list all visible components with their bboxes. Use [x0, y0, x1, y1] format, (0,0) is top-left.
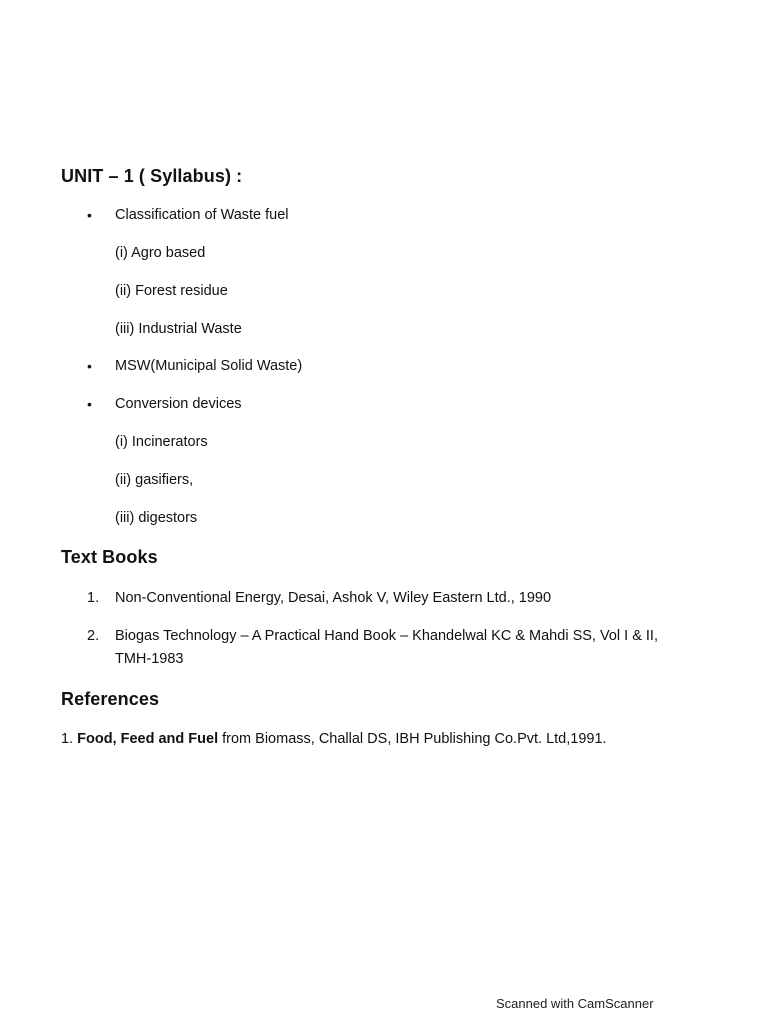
syllabus-item-classification: Classification of Waste fuel: [115, 207, 289, 223]
syllabus-subitem: (ii) gasifiers,: [115, 472, 194, 488]
reference-number: 1.: [61, 731, 74, 747]
textbook-item: Biogas Technology – A Practical Hand Book – Khandelwal KC & Mahdi SS, Vol I & II,: [115, 628, 658, 644]
syllabus-subitem: (i) Incinerators: [115, 434, 208, 450]
references-heading: References: [61, 689, 160, 709]
reference-item: [61, 731, 607, 747]
bullet-icon: •: [87, 396, 92, 412]
syllabus-item-msw: MSW(Municipal Solid Waste): [115, 358, 303, 374]
syllabus-subitem: (iii) digestors: [115, 510, 198, 526]
syllabus-subitem: (iii) Industrial Waste: [115, 321, 242, 337]
textbook-number: 1.: [87, 590, 100, 606]
textbook-number: 2.: [87, 628, 100, 644]
syllabus-subitem: (ii) Forest residue: [115, 283, 228, 299]
scanner-watermark: Scanned with CamScanner: [496, 996, 654, 1011]
syllabus-item-conversion: Conversion devices: [115, 396, 242, 412]
textbook-item-continued: TMH-1983: [115, 651, 184, 667]
textbook-item: Non-Conventional Energy, Desai, Ashok V, Wiley Eastern Ltd., 1990: [115, 590, 552, 606]
unit-heading: UNIT – 1 ( Syllabus) :: [61, 166, 243, 186]
textbooks-heading: Text Books: [61, 547, 158, 567]
bullet-icon: •: [87, 358, 92, 374]
syllabus-subitem: (i) Agro based: [115, 245, 206, 261]
bullet-icon: •: [87, 207, 92, 223]
reference-title-bold: Food, Feed and Fuel: [77, 731, 219, 747]
reference-text: from Biomass, Challal DS, IBH Publishing Co.Pvt. Ltd,1991.: [218, 731, 607, 747]
